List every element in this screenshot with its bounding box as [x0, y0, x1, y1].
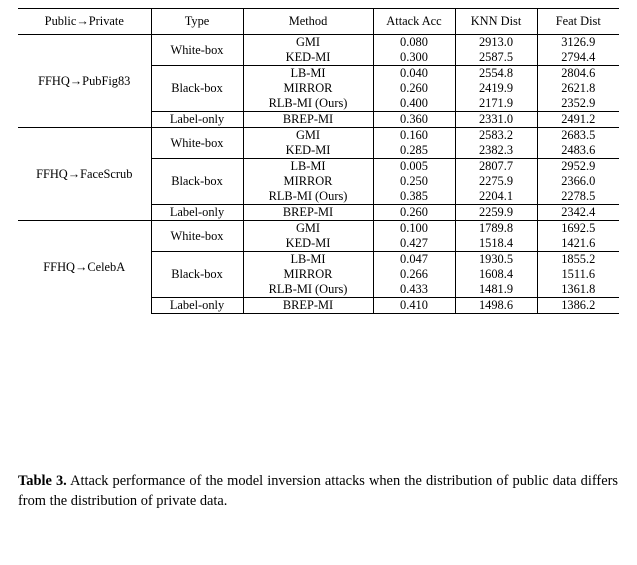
feature-distance-value: 2483.6	[537, 143, 619, 159]
method-name: MIRROR	[243, 81, 373, 96]
attack-accuracy-value: 0.160	[373, 128, 455, 144]
method-name: BREP-MI	[243, 112, 373, 128]
results-table	[18, 8, 619, 314]
dataset-pair-label: FFHQ→FaceScrub	[18, 128, 151, 221]
knn-distance-value: 2554.8	[455, 66, 537, 82]
feature-distance-value: 2342.4	[537, 205, 619, 221]
method-name: RLB-MI (Ours)	[243, 96, 373, 112]
table-row	[18, 221, 619, 237]
method-name: BREP-MI	[243, 205, 373, 221]
knn-distance-value: 1608.4	[455, 267, 537, 282]
method-name: BREP-MI	[243, 298, 373, 314]
feature-distance-value: 2352.9	[537, 96, 619, 112]
attack-accuracy-value: 0.385	[373, 189, 455, 205]
method-name: GMI	[243, 221, 373, 237]
knn-distance-value: 2204.1	[455, 189, 537, 205]
dataset-pair-label: FFHQ→CelebA	[18, 221, 151, 314]
knn-distance-value: 1789.8	[455, 221, 537, 237]
attack-type-label: Black-box	[151, 252, 243, 298]
attack-accuracy-value: 0.427	[373, 236, 455, 252]
attack-accuracy-value: 0.400	[373, 96, 455, 112]
table-header-row	[18, 9, 619, 35]
method-name: RLB-MI (Ours)	[243, 189, 373, 205]
knn-distance-value: 2583.2	[455, 128, 537, 144]
method-name: LB-MI	[243, 66, 373, 82]
dataset-pair-label: FFHQ→PubFig83	[18, 35, 151, 128]
feature-distance-value: 3126.9	[537, 35, 619, 51]
knn-distance-value: 1498.6	[455, 298, 537, 314]
feature-distance-value: 1421.6	[537, 236, 619, 252]
column-header: Public→Private	[18, 9, 151, 35]
method-name: GMI	[243, 128, 373, 144]
attack-accuracy-value: 0.100	[373, 221, 455, 237]
attack-type-label: Label-only	[151, 112, 243, 128]
feature-distance-value: 2278.5	[537, 189, 619, 205]
feature-distance-value: 2621.8	[537, 81, 619, 96]
attack-type-label: White-box	[151, 221, 243, 252]
method-name: KED-MI	[243, 236, 373, 252]
table-row	[18, 128, 619, 144]
feature-distance-value: 2804.6	[537, 66, 619, 82]
method-name: LB-MI	[243, 159, 373, 175]
attack-accuracy-value: 0.360	[373, 112, 455, 128]
attack-accuracy-value: 0.300	[373, 50, 455, 66]
method-name: LB-MI	[243, 252, 373, 268]
column-header: Method	[243, 9, 373, 35]
attack-type-label: Label-only	[151, 298, 243, 314]
caption-label: Table 3.	[18, 473, 67, 489]
method-name: MIRROR	[243, 174, 373, 189]
feature-distance-value: 2952.9	[537, 159, 619, 175]
attack-accuracy-value: 0.410	[373, 298, 455, 314]
attack-accuracy-value: 0.250	[373, 174, 455, 189]
feature-distance-value: 1511.6	[537, 267, 619, 282]
knn-distance-value: 2382.3	[455, 143, 537, 159]
method-name: GMI	[243, 35, 373, 51]
table-caption	[18, 472, 618, 512]
column-header: Attack Acc	[373, 9, 455, 35]
method-name: MIRROR	[243, 267, 373, 282]
method-name: KED-MI	[243, 143, 373, 159]
knn-distance-value: 2275.9	[455, 174, 537, 189]
knn-distance-value: 1518.4	[455, 236, 537, 252]
attack-accuracy-value: 0.266	[373, 267, 455, 282]
knn-distance-value: 2587.5	[455, 50, 537, 66]
attack-accuracy-value: 0.260	[373, 205, 455, 221]
method-name: KED-MI	[243, 50, 373, 66]
feature-distance-value: 2491.2	[537, 112, 619, 128]
attack-accuracy-value: 0.285	[373, 143, 455, 159]
attack-accuracy-value: 0.080	[373, 35, 455, 51]
knn-distance-value: 1930.5	[455, 252, 537, 268]
knn-distance-value: 2913.0	[455, 35, 537, 51]
attack-type-label: White-box	[151, 35, 243, 66]
feature-distance-value: 2683.5	[537, 128, 619, 144]
knn-distance-value: 2259.9	[455, 205, 537, 221]
column-header: Type	[151, 9, 243, 35]
attack-accuracy-value: 0.040	[373, 66, 455, 82]
attack-type-label: Label-only	[151, 205, 243, 221]
knn-distance-value: 2171.9	[455, 96, 537, 112]
table-row	[18, 35, 619, 51]
knn-distance-value: 2331.0	[455, 112, 537, 128]
column-header: Feat Dist	[537, 9, 619, 35]
feature-distance-value: 1855.2	[537, 252, 619, 268]
attack-type-label: Black-box	[151, 66, 243, 112]
feature-distance-value: 1386.2	[537, 298, 619, 314]
feature-distance-value: 1361.8	[537, 282, 619, 298]
attack-type-label: White-box	[151, 128, 243, 159]
attack-accuracy-value: 0.260	[373, 81, 455, 96]
attack-type-label: Black-box	[151, 159, 243, 205]
method-name: RLB-MI (Ours)	[243, 282, 373, 298]
column-header: KNN Dist	[455, 9, 537, 35]
figure-page	[0, 8, 637, 565]
knn-distance-value: 1481.9	[455, 282, 537, 298]
attack-accuracy-value: 0.047	[373, 252, 455, 268]
caption-text: Attack performance of the model inversion attacks when the distribution of public data differs from the distribution of private data.	[18, 473, 618, 509]
feature-distance-value: 1692.5	[537, 221, 619, 237]
feature-distance-value: 2366.0	[537, 174, 619, 189]
knn-distance-value: 2419.9	[455, 81, 537, 96]
attack-accuracy-value: 0.005	[373, 159, 455, 175]
feature-distance-value: 2794.4	[537, 50, 619, 66]
knn-distance-value: 2807.7	[455, 159, 537, 175]
attack-accuracy-value: 0.433	[373, 282, 455, 298]
